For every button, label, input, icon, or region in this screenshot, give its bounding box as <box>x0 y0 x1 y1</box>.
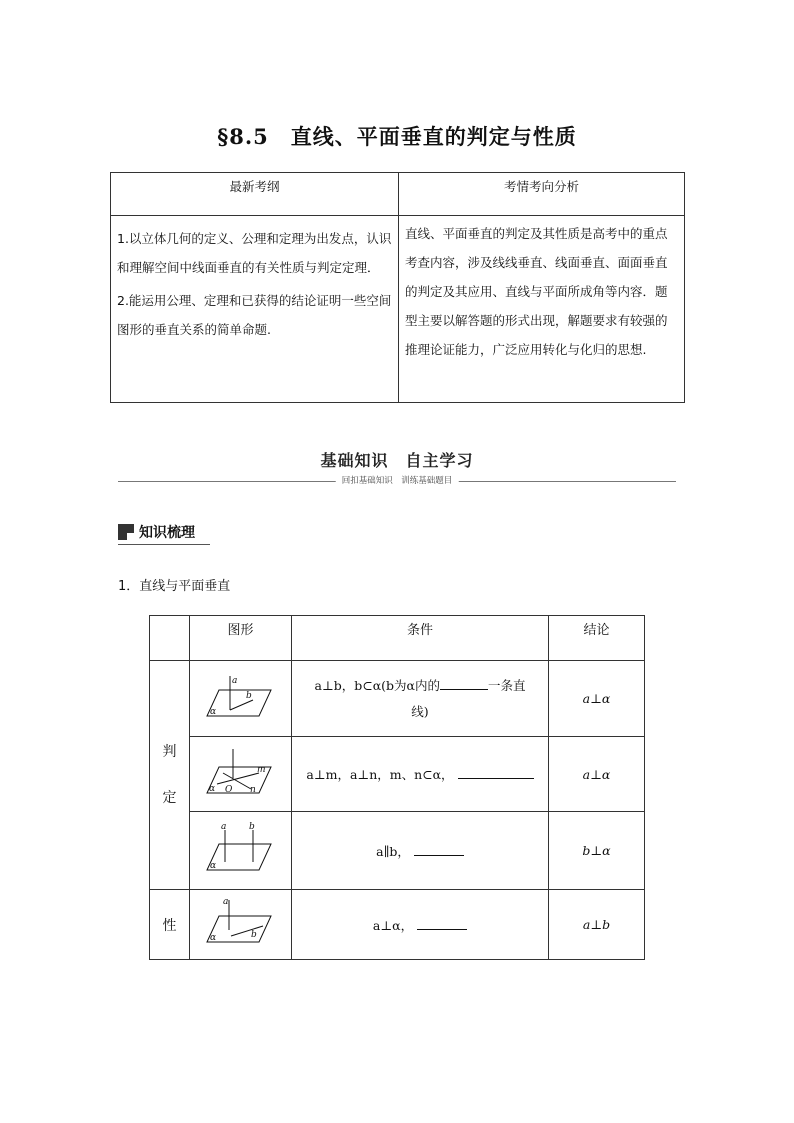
condition-text: a⊥α， <box>372 917 414 933</box>
perpendicular-diagram-2 <box>201 745 281 803</box>
judgment-char-2: 定 <box>162 790 177 806</box>
conclusion-cell: a⊥b <box>549 890 645 960</box>
judgment-char-1: 判 <box>162 744 177 760</box>
label-b: b <box>245 690 252 701</box>
knowledge-review-header <box>118 522 210 544</box>
col-header-figure: 图形 <box>190 616 292 661</box>
table-row <box>150 890 645 960</box>
property-diagram <box>201 896 281 954</box>
corner-cell <box>150 616 190 661</box>
label-alpha: α <box>208 784 215 794</box>
knowledge-review-label: 知识梳理 <box>139 525 195 541</box>
label-alpha: α <box>209 860 216 871</box>
perpendicular-diagram-1 <box>201 670 281 728</box>
condition-text: a⊥b，b⊂α(b为α内的 <box>314 677 440 693</box>
figure-cell <box>190 737 292 812</box>
figure-cell <box>190 812 292 890</box>
syllabus-cell <box>111 216 399 403</box>
square-bullet-icon <box>118 524 134 540</box>
header-exam-analysis: 考情考向分析 <box>399 173 685 216</box>
section-banner <box>118 448 676 487</box>
label-a: a <box>231 675 237 686</box>
condition-text-end: 一条直线) <box>411 677 526 719</box>
label-m: m <box>256 765 266 775</box>
condition-text: a∥b， <box>376 843 410 859</box>
line-plane-perpendicular-table <box>149 615 645 960</box>
header-latest-syllabus: 最新考纲 <box>111 173 399 216</box>
blank-line <box>417 917 467 930</box>
blank-line <box>440 677 488 690</box>
table-row <box>150 737 645 812</box>
label-alpha: α <box>209 932 216 943</box>
table-row <box>150 661 645 737</box>
conclusion-cell: a⊥α <box>549 737 645 812</box>
condition-text: a⊥m，a⊥n，m、n⊂α， <box>306 767 454 782</box>
syllabus-item-1: 1.以立体几何的定义、公理和定理为出发点，认识和理解空间中线面垂直的有关性质与判定定理． <box>117 231 392 275</box>
section-banner-subtitle: 回扣基础知识 训练基础题目 <box>336 474 459 486</box>
label-b: b <box>248 821 255 832</box>
section-banner-rule <box>118 473 676 487</box>
syllabus-item-2: 2.能运用公理、定理和已获得的结论证明一些空间图形的垂直关系的简单命题. <box>117 293 392 337</box>
condition-cell <box>292 661 549 737</box>
header-underline <box>118 544 210 545</box>
subheading-line-plane-perpendicular: 1．直线与平面垂直 <box>118 579 231 594</box>
section-banner-title: 基础知识 自主学习 <box>320 451 474 470</box>
figure-cell <box>190 890 292 960</box>
col-header-condition: 条件 <box>292 616 549 661</box>
label-alpha: α <box>209 706 216 717</box>
judgment-label <box>150 661 190 890</box>
label-a: a <box>220 821 226 832</box>
conclusion-cell: a⊥α <box>549 661 645 737</box>
conclusion-cell: b⊥α <box>549 812 645 890</box>
table-row <box>150 812 645 890</box>
exam-outline-table <box>110 172 685 403</box>
condition-cell <box>292 890 549 960</box>
label-n: n <box>249 785 256 795</box>
property-label: 性 <box>150 890 190 960</box>
blank-line <box>414 843 464 856</box>
parallel-lines-diagram <box>201 822 281 880</box>
page-title: §8.5 直线、平面垂直的判定与性质 <box>217 124 577 149</box>
figure-cell <box>190 661 292 737</box>
col-header-conclusion: 结论 <box>549 616 645 661</box>
blank-line <box>458 766 534 779</box>
analysis-cell: 直线、平面垂直的判定及其性质是高考中的重点考查内容，涉及线线垂直、线面垂直、面面垂直的判定及其应用、直线与平面所成角等内容．题型主要以解答题的形式出现，解题要求有较强的推理论证能力，广泛应用转化与化归的思想. <box>399 216 685 403</box>
label-b: b <box>250 929 257 940</box>
label-O: O <box>224 785 232 795</box>
condition-cell <box>292 812 549 890</box>
label-a: a <box>222 896 228 907</box>
condition-cell <box>292 737 549 812</box>
